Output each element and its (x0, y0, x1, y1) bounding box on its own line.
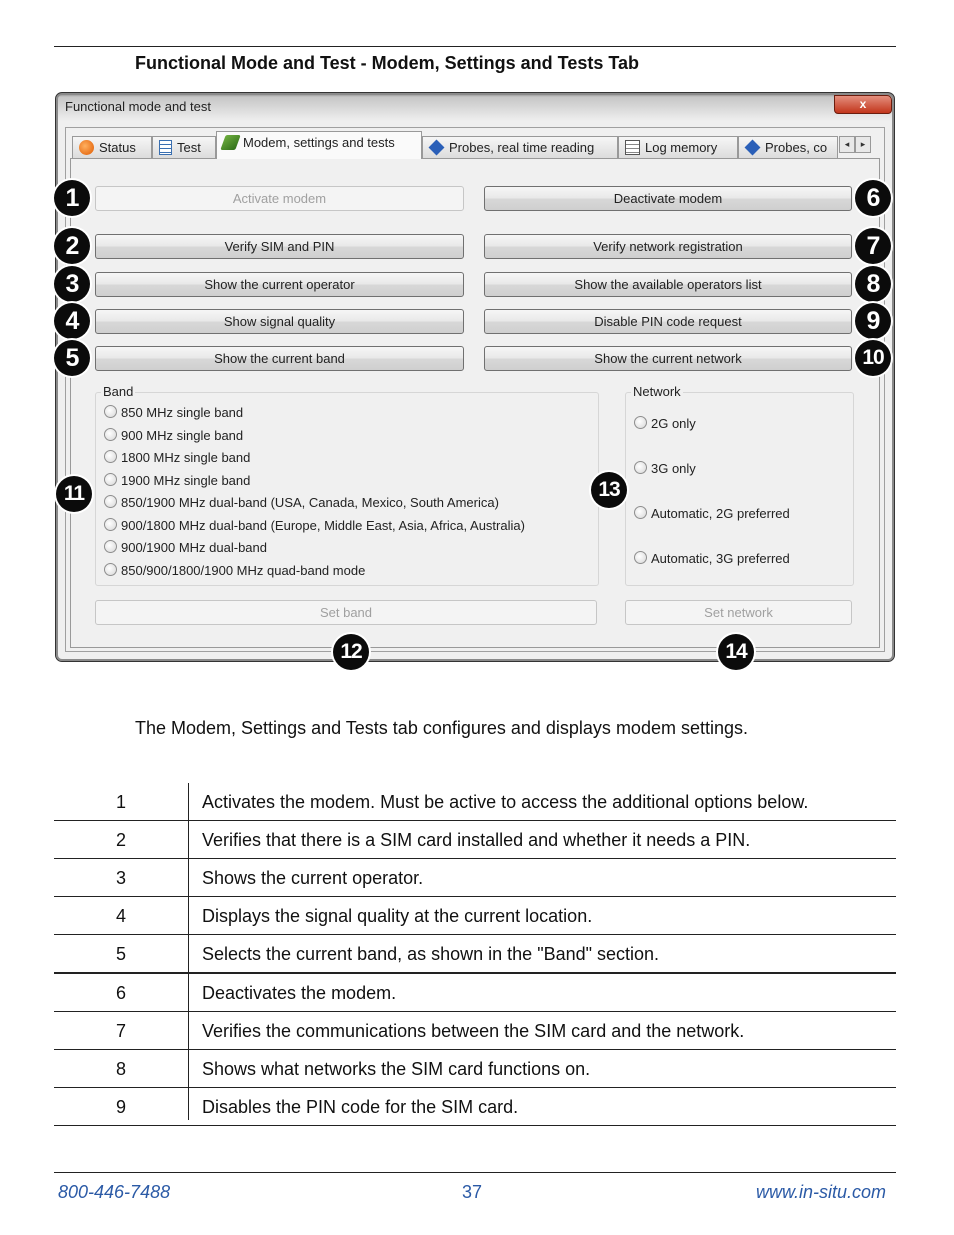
callout-badge: 9 (855, 303, 891, 339)
network-option[interactable]: Automatic, 2G preferred (634, 506, 790, 521)
callout-badge: 10 (855, 340, 891, 376)
band-option[interactable]: 900/1900 MHz dual-band (104, 540, 267, 555)
row-description: Activates the modem. Must be active to access the additional options below. (202, 792, 809, 812)
row-description: Selects the current band, as shown in the "Band" section. (202, 944, 660, 964)
tab-label: Test (177, 140, 201, 155)
row-number: 6 (115, 983, 126, 1003)
row-description: Shows the current operator. (202, 868, 424, 888)
footer-rule (54, 1172, 896, 1173)
tab-label: Probes, co (765, 140, 828, 155)
callout-badge: 6 (855, 180, 891, 216)
radio-icon (634, 461, 647, 474)
tab-status[interactable] (72, 136, 152, 158)
set-network-button[interactable]: Set network (625, 600, 852, 625)
row-number: 2 (115, 830, 126, 850)
tab-label: Modem, settings and tests (243, 135, 395, 150)
band-option[interactable]: 850/900/1800/1900 MHz quad-band mode (104, 563, 365, 578)
verify-sim-pin-button[interactable]: Verify SIM and PIN (95, 234, 464, 259)
radio-icon (104, 450, 117, 463)
verify-network-registration-button[interactable]: Verify network registration (484, 234, 852, 259)
band-option[interactable]: 900 MHz single band (104, 428, 243, 443)
footer-phone: 800-446-7488 (58, 1182, 171, 1202)
test-icon (159, 140, 172, 155)
network-option[interactable]: Automatic, 3G preferred (634, 551, 790, 566)
close-button[interactable]: x (834, 95, 892, 114)
callout-badge: 2 (54, 228, 90, 264)
callout-badge: 1 (54, 180, 90, 216)
tab-label: Log memory (645, 140, 718, 155)
row-description: Disables the PIN code for the SIM card. (202, 1097, 519, 1117)
footer-website[interactable]: www.in-situ.com (756, 1182, 887, 1202)
network-option[interactable]: 3G only (634, 461, 696, 476)
description-table (54, 783, 896, 1126)
row-number: 5 (115, 944, 126, 964)
tab-log-memory[interactable] (618, 136, 738, 158)
radio-icon (104, 473, 117, 486)
header-rule (54, 46, 896, 47)
callout-badge: 13 (591, 472, 627, 508)
table-row (54, 935, 896, 974)
callout-badge: 4 (54, 303, 90, 339)
table-row (54, 1050, 896, 1088)
band-option[interactable]: 900/1800 MHz dual-band (Europe, Middle East, Asia, Africa, Australia) (104, 518, 525, 533)
callout-badge: 5 (54, 340, 90, 376)
intro-paragraph: The Modem, Settings and Tests tab configures and displays modem settings. (135, 718, 748, 738)
tab-scroll-right-icon[interactable]: ▸ (855, 136, 871, 153)
show-operators-list-button[interactable]: Show the available operators list (484, 272, 852, 297)
activate-modem-button[interactable]: Activate modem (95, 186, 464, 211)
band-option[interactable]: 1800 MHz single band (104, 450, 250, 465)
row-description: Verifies the communications between the SIM card and the network. (202, 1021, 745, 1041)
table-row (54, 1088, 896, 1126)
radio-icon (104, 518, 117, 531)
table-row (54, 859, 896, 897)
tab-modem-settings-tests[interactable] (216, 131, 422, 159)
tab-test[interactable] (152, 136, 216, 158)
radio-icon (104, 563, 117, 576)
band-option[interactable]: 850 MHz single band (104, 405, 243, 420)
row-number: 1 (115, 792, 126, 812)
show-signal-quality-button[interactable]: Show signal quality (95, 309, 464, 334)
page-number: 37 (462, 1182, 483, 1202)
radio-icon (104, 405, 117, 418)
tab-label: Probes, real time reading (449, 140, 595, 155)
callout-badge: 3 (54, 266, 90, 302)
row-description: Verifies that there is a SIM card installed and whether it needs a PIN. (202, 830, 751, 850)
table-row (54, 821, 896, 859)
callout-badge: 14 (718, 634, 754, 670)
callout-badge: 11 (56, 476, 92, 512)
callout-badge: 12 (333, 634, 369, 670)
probe-icon (745, 140, 761, 156)
tab-scroll-left-icon[interactable]: ◂ (839, 136, 855, 153)
tab-probes-co[interactable] (738, 136, 838, 158)
show-current-operator-button[interactable]: Show the current operator (95, 272, 464, 297)
row-description: Deactivates the modem. (202, 983, 397, 1003)
set-band-button[interactable]: Set band (95, 600, 597, 625)
row-description: Shows what networks the SIM card functions on. (202, 1059, 591, 1079)
row-number: 3 (115, 868, 126, 888)
disable-pin-request-button[interactable]: Disable PIN code request (484, 309, 852, 334)
row-description: Displays the signal quality at the current location. (202, 906, 593, 926)
probe-icon (429, 140, 445, 156)
dialog-title: Functional mode and test (65, 99, 211, 114)
tab-label: Status (99, 140, 136, 155)
tab-probes-real-time[interactable] (422, 136, 618, 158)
radio-icon (634, 506, 647, 519)
section-title: Functional Mode and Test - Modem, Settings and Tests Tab (135, 53, 640, 73)
callout-badge: 8 (855, 266, 891, 302)
table-row (54, 897, 896, 935)
table-row (54, 1012, 896, 1050)
network-group-label: Network (633, 384, 681, 399)
deactivate-modem-button[interactable]: Deactivate modem (484, 186, 852, 211)
functional-mode-dialog (55, 92, 895, 662)
table-row (54, 783, 896, 821)
row-number: 8 (115, 1059, 126, 1079)
modem-icon (220, 135, 240, 150)
band-group (95, 392, 599, 586)
show-current-band-button[interactable]: Show the current band (95, 346, 464, 371)
band-option[interactable]: 1900 MHz single band (104, 473, 250, 488)
radio-icon (104, 495, 117, 508)
row-number: 4 (115, 906, 126, 926)
show-current-network-button[interactable]: Show the current network (484, 346, 852, 371)
band-option[interactable]: 850/1900 MHz dual-band (USA, Canada, Mexico, South America) (104, 495, 499, 510)
log-icon (625, 140, 640, 155)
radio-icon (104, 428, 117, 441)
row-number: 9 (115, 1097, 126, 1117)
radio-icon (104, 540, 117, 553)
callout-badge: 7 (855, 228, 891, 264)
table-row (54, 974, 896, 1012)
radio-icon (634, 551, 647, 564)
status-icon (79, 140, 94, 155)
band-group-label: Band (103, 384, 134, 399)
network-option[interactable]: 2G only (634, 416, 696, 431)
radio-icon (634, 416, 647, 429)
row-number: 7 (115, 1021, 126, 1041)
